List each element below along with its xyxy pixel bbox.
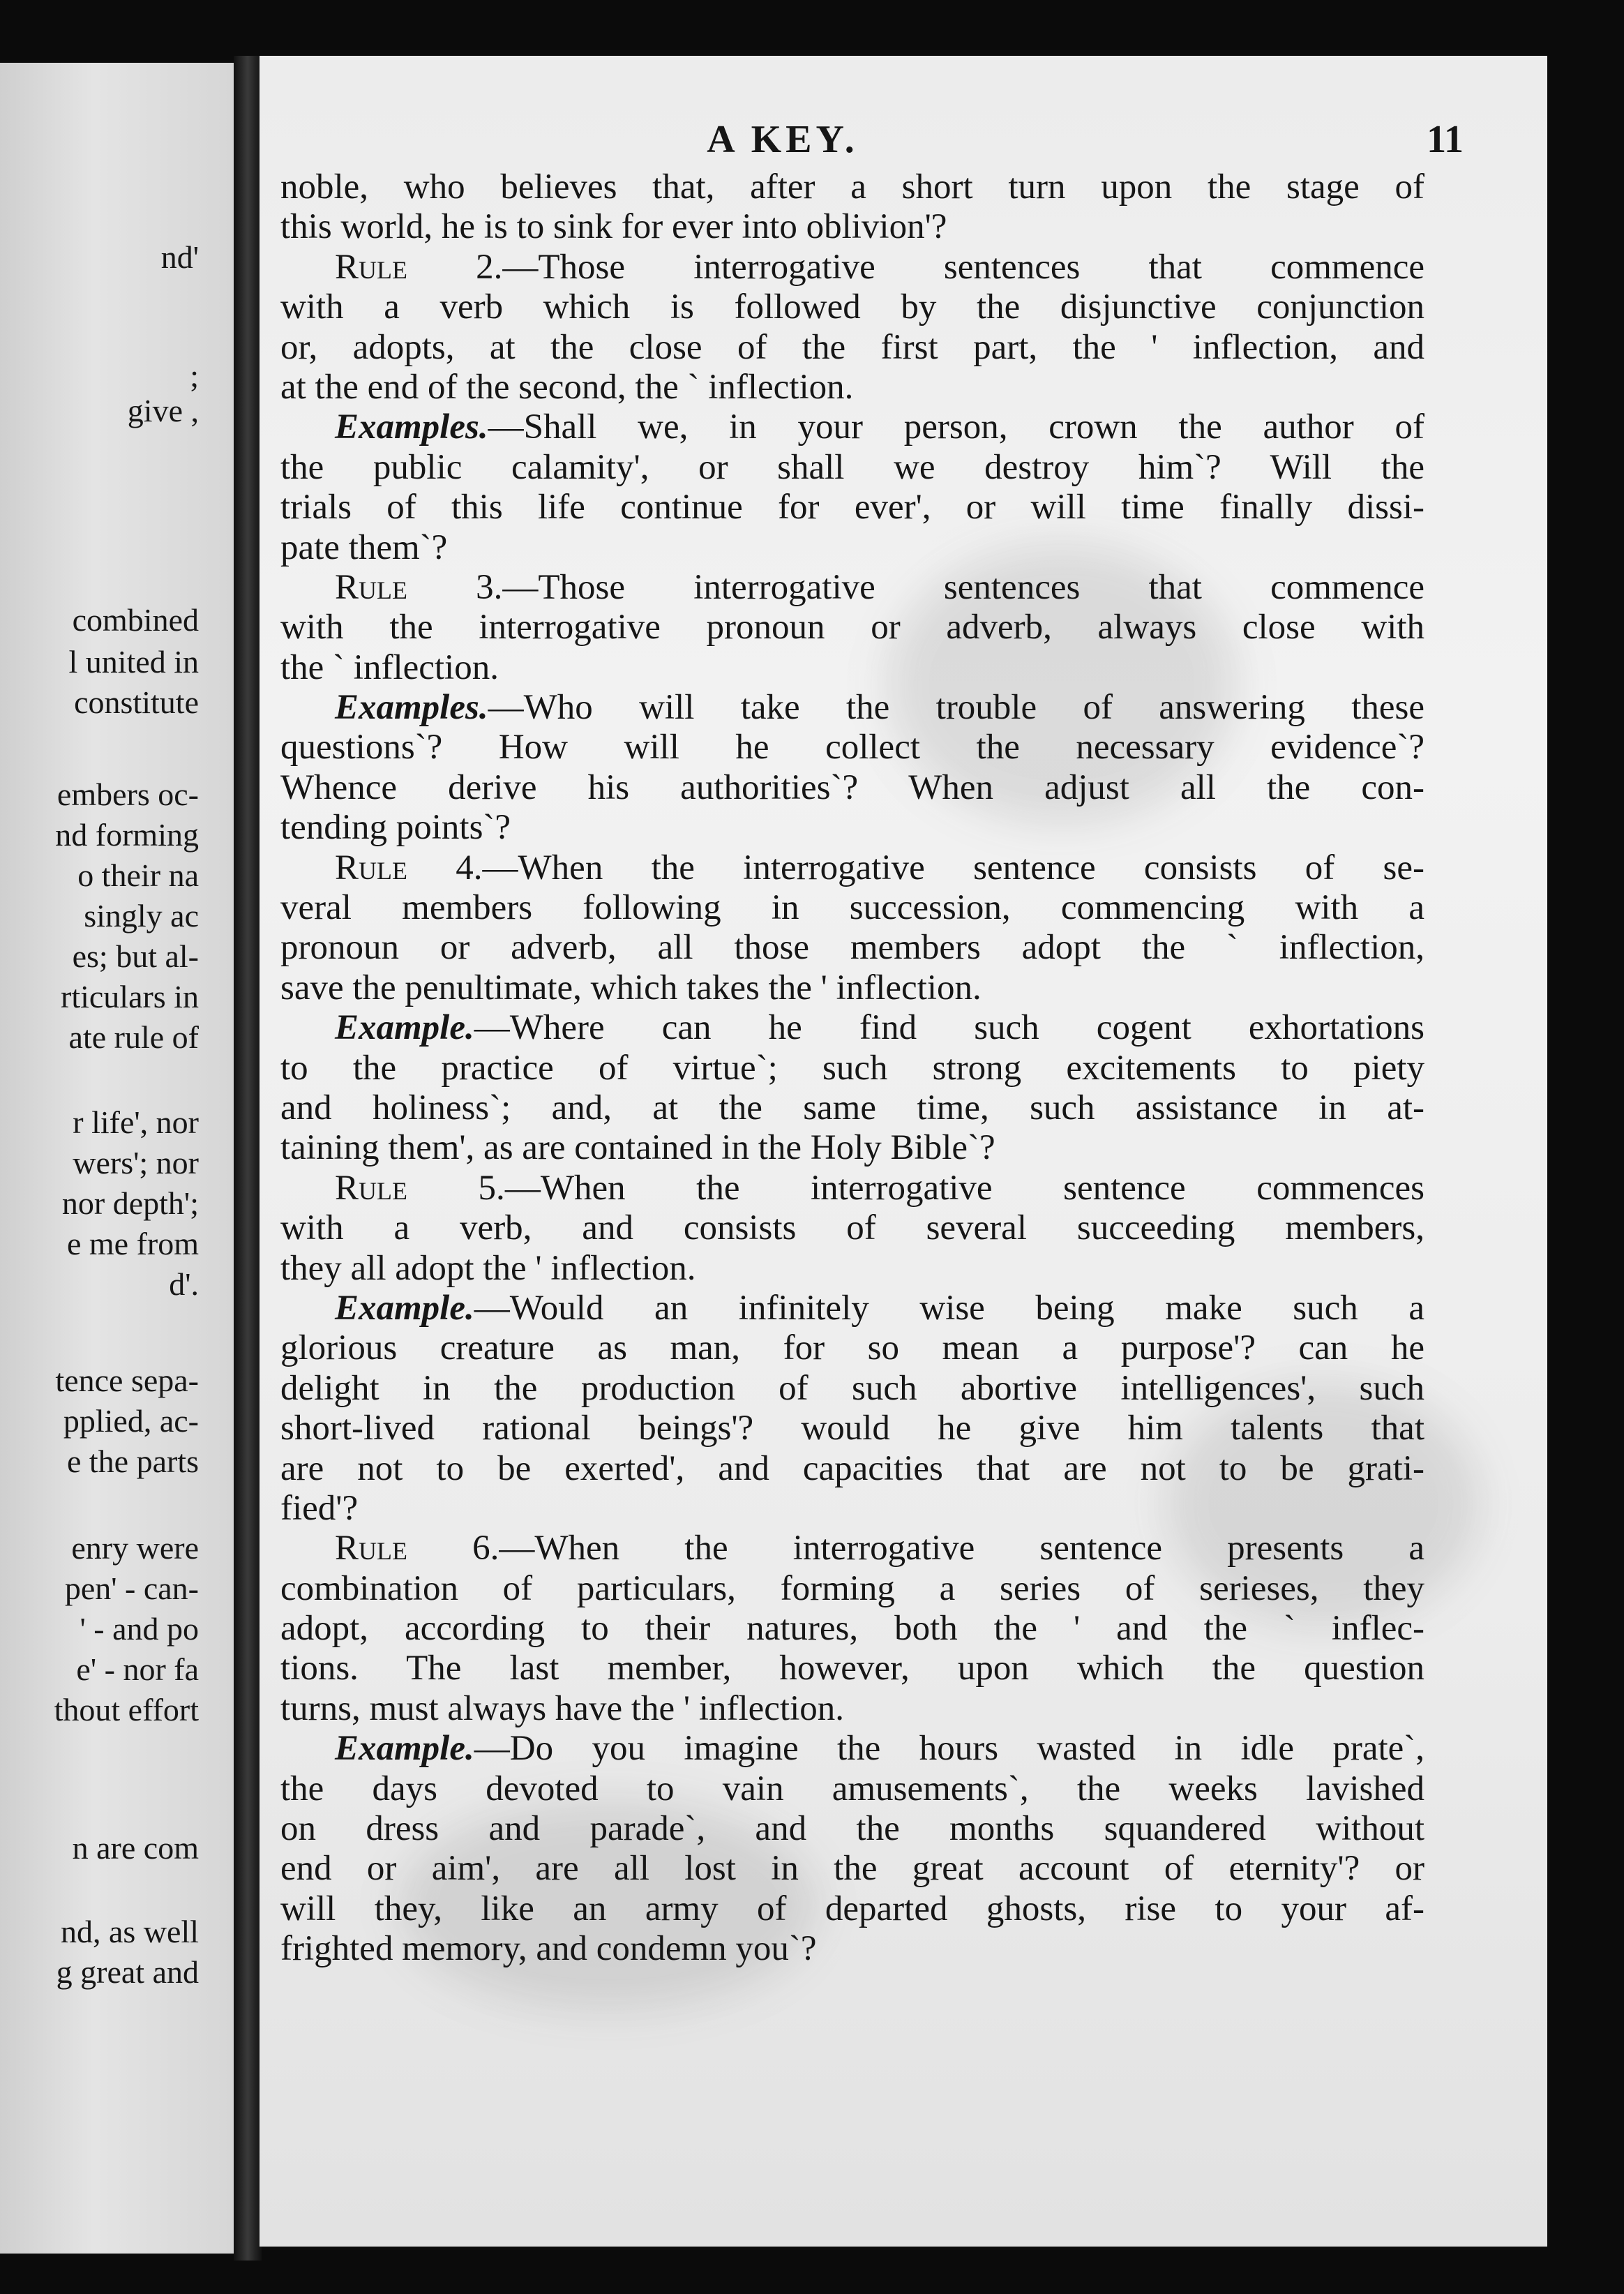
- line-text: —Shall we, in your person, crown the author of: [488, 407, 1424, 447]
- line-text: taining them', as are contained in the Holy Bible`?: [280, 1128, 995, 1168]
- left-page-line: e the parts: [66, 1444, 199, 1479]
- left-page-line: embers oc-: [57, 777, 199, 812]
- line-text: will they, like an army of departed ghosts, rise to your af-: [280, 1889, 1424, 1928]
- line-text: —Where can he find such cogent exhortations: [474, 1008, 1424, 1048]
- line-text: combination of particulars, forming a series of serieses, they: [280, 1568, 1424, 1608]
- line-text: Whence derive his authorities`? When adjust all the con-: [280, 767, 1424, 807]
- book-gutter: [234, 56, 262, 2261]
- left-page-line: wers'; nor: [73, 1145, 199, 1180]
- left-page-line: e' - nor fa: [76, 1651, 199, 1687]
- line-text: delight in the production of such abortive intelligences', such: [280, 1368, 1424, 1408]
- line-text: with a verb, and consists of several succeeding members,: [280, 1208, 1424, 1248]
- running-head-title: A KEY.: [707, 118, 859, 161]
- text-line: [280, 648, 1424, 688]
- text-line: [280, 1208, 1424, 1248]
- rule-heading: Rule 3.: [335, 567, 503, 607]
- left-page-line: tence sepa-: [55, 1363, 199, 1398]
- text-line: [280, 1449, 1424, 1489]
- line-text: —Do you imagine the hours wasted in idle prate`,: [474, 1729, 1424, 1769]
- text-line: [280, 1689, 1424, 1729]
- line-text: short-lived rational beings'? would he give him talents that: [280, 1409, 1424, 1448]
- text-line: [280, 848, 1424, 888]
- text-line: [280, 1088, 1424, 1128]
- left-page-line: g great and: [56, 1954, 199, 1990]
- line-text: tending points`?: [280, 808, 511, 848]
- book-page: [260, 56, 1547, 2247]
- example-heading: Example.: [335, 1288, 474, 1328]
- text-line: [280, 888, 1424, 928]
- line-text: or, adopts, at the close of the first part, the ' inflection, and: [280, 327, 1424, 367]
- left-page-line: ' - and po: [80, 1611, 199, 1647]
- rule-heading: Rule 2.: [335, 247, 503, 287]
- text-line: [280, 728, 1424, 767]
- line-text: end or aim', are all lost in the great account of eternity'? or: [280, 1849, 1424, 1889]
- line-text: —Those interrogative sentences that commence: [502, 567, 1424, 607]
- line-text: turns, must always have the ' inflection.: [280, 1688, 845, 1728]
- line-text: the days devoted to vain amusements`, the weeks lavished: [280, 1769, 1424, 1808]
- line-text: noble, who believes that, after a short turn upon the stage of: [280, 167, 1424, 207]
- text-line: [280, 1729, 1424, 1769]
- text-line: [280, 768, 1424, 808]
- line-text: —When the interrogative sentence consists of se-: [482, 848, 1424, 887]
- left-page-line: enry were: [71, 1530, 199, 1566]
- left-page-line: d'.: [169, 1266, 199, 1302]
- left-page-line: o their na: [77, 857, 199, 893]
- text-line: [280, 1328, 1424, 1368]
- line-text: they all adopt the ' inflection.: [280, 1248, 696, 1288]
- left-page-line: ;: [190, 358, 199, 393]
- text-line: [280, 1929, 1424, 1969]
- line-text: questions`? How will he collect the necessary evidence`?: [280, 728, 1424, 767]
- text-line: [280, 1409, 1424, 1448]
- text-line: [280, 1569, 1424, 1609]
- text-line: [280, 207, 1424, 247]
- left-page-line: l united in: [68, 644, 199, 680]
- text-line: [280, 1609, 1424, 1649]
- line-text: the public calamity', or shall we destroy him`? Will the: [280, 447, 1424, 487]
- text-line: [280, 368, 1424, 407]
- body-text: [280, 167, 1424, 1970]
- left-page-text: [0, 63, 234, 2254]
- rule-heading: Rule 4.: [335, 848, 483, 887]
- text-line: [280, 1249, 1424, 1289]
- text-line: [280, 1649, 1424, 1688]
- line-text: this world, he is to sink for ever into oblivion'?: [280, 207, 947, 247]
- left-page-line: ate rule of: [68, 1019, 199, 1055]
- left-page-line: n are com: [72, 1830, 199, 1866]
- left-page-line: singly ac: [84, 898, 199, 934]
- line-text: —Who will take the trouble of answering these: [488, 688, 1424, 728]
- example-heading: Example.: [335, 1729, 474, 1769]
- left-page-line: nd forming: [55, 817, 199, 853]
- text-line: [280, 808, 1424, 848]
- text-line: [280, 608, 1424, 647]
- page-number: 11: [1427, 118, 1464, 161]
- left-page-line: rticulars in: [61, 979, 199, 1014]
- text-line: [280, 1489, 1424, 1529]
- text-line: [280, 407, 1424, 447]
- text-line: [280, 328, 1424, 368]
- line-text: with a verb which is followed by the disjunctive conjunction: [280, 287, 1424, 327]
- text-line: [280, 568, 1424, 608]
- text-line: [280, 1369, 1424, 1409]
- text-line: [280, 248, 1424, 287]
- left-page-fragment: [0, 63, 234, 2254]
- line-text: veral members following in succession, commencing with a: [280, 888, 1424, 928]
- text-line: [280, 287, 1424, 327]
- rule-heading: Rule 6.: [335, 1529, 499, 1568]
- text-line: [280, 928, 1424, 968]
- text-line: [280, 1289, 1424, 1328]
- text-line: [280, 528, 1424, 568]
- line-text: with the interrogative pronoun or adverb, always close with: [280, 608, 1424, 647]
- line-text: tions. The last member, however, upon which the question: [280, 1649, 1424, 1688]
- text-line: [280, 488, 1424, 527]
- text-line: [280, 1809, 1424, 1849]
- text-line: [280, 968, 1424, 1008]
- line-text: and holiness`; and, at the same time, such assistance in at-: [280, 1088, 1424, 1127]
- line-text: on dress and parade`, and the months squandered without: [280, 1809, 1424, 1849]
- text-line: [280, 1849, 1424, 1889]
- example-heading: Examples.: [335, 407, 488, 447]
- text-line: [280, 1769, 1424, 1809]
- text-line: [280, 1008, 1424, 1048]
- text-line: [280, 1049, 1424, 1088]
- left-page-line: e me from: [66, 1226, 199, 1261]
- line-text: —When the interrogative sentence commences: [504, 1168, 1424, 1208]
- line-text: —Would an infinitely wise being make such a: [474, 1288, 1424, 1328]
- line-text: —Those interrogative sentences that commence: [502, 247, 1424, 287]
- line-text: —When the interrogative sentence presents a: [499, 1529, 1425, 1568]
- text-line: [280, 1889, 1424, 1929]
- line-text: are not to be exerted', and capacities that are not to be grati-: [280, 1448, 1424, 1488]
- line-text: pronoun or adverb, all those members adopt the ` inflection,: [280, 928, 1424, 968]
- text-line: [280, 448, 1424, 488]
- left-page-line: nd': [160, 239, 199, 275]
- left-page-line: combined: [72, 602, 199, 638]
- left-page-line: nor depth';: [61, 1185, 199, 1221]
- example-heading: Examples.: [335, 688, 488, 728]
- running-head: [260, 117, 1547, 166]
- left-page-line: give ,: [127, 393, 199, 428]
- line-text: pate them`?: [280, 527, 448, 567]
- text-line: [280, 688, 1424, 728]
- text-line: [280, 1529, 1424, 1568]
- left-page-line: thout effort: [54, 1692, 199, 1727]
- line-text: at the end of the second, the ` inflection.: [280, 367, 854, 407]
- line-text: to the practice of virtue`; such strong excitements to piety: [280, 1048, 1424, 1088]
- line-text: frighted memory, and condemn you`?: [280, 1929, 817, 1969]
- text-line: [280, 1128, 1424, 1168]
- left-page-line: constitute: [74, 684, 199, 720]
- line-text: save the penultimate, which takes the ' inflection.: [280, 968, 982, 1007]
- left-page-line: nd, as well: [60, 1914, 199, 1949]
- left-page-line: es; but al-: [72, 938, 199, 974]
- text-line: [280, 1169, 1424, 1208]
- line-text: the ` inflection.: [280, 647, 499, 687]
- left-page-line: pplied, ac-: [63, 1403, 199, 1439]
- text-line: [280, 167, 1424, 207]
- left-page-line: pen' - can-: [64, 1570, 199, 1606]
- line-text: fied'?: [280, 1488, 359, 1528]
- example-heading: Example.: [335, 1008, 474, 1048]
- line-text: adopt, according to their natures, both the ' and the ` inflec-: [280, 1609, 1424, 1649]
- line-text: glorious creature as man, for so mean a purpose'? can he: [280, 1328, 1424, 1368]
- rule-heading: Rule 5.: [335, 1168, 505, 1208]
- line-text: trials of this life continue for ever', or will time finally dissi-: [280, 488, 1424, 527]
- left-page-line: r life', nor: [73, 1104, 199, 1140]
